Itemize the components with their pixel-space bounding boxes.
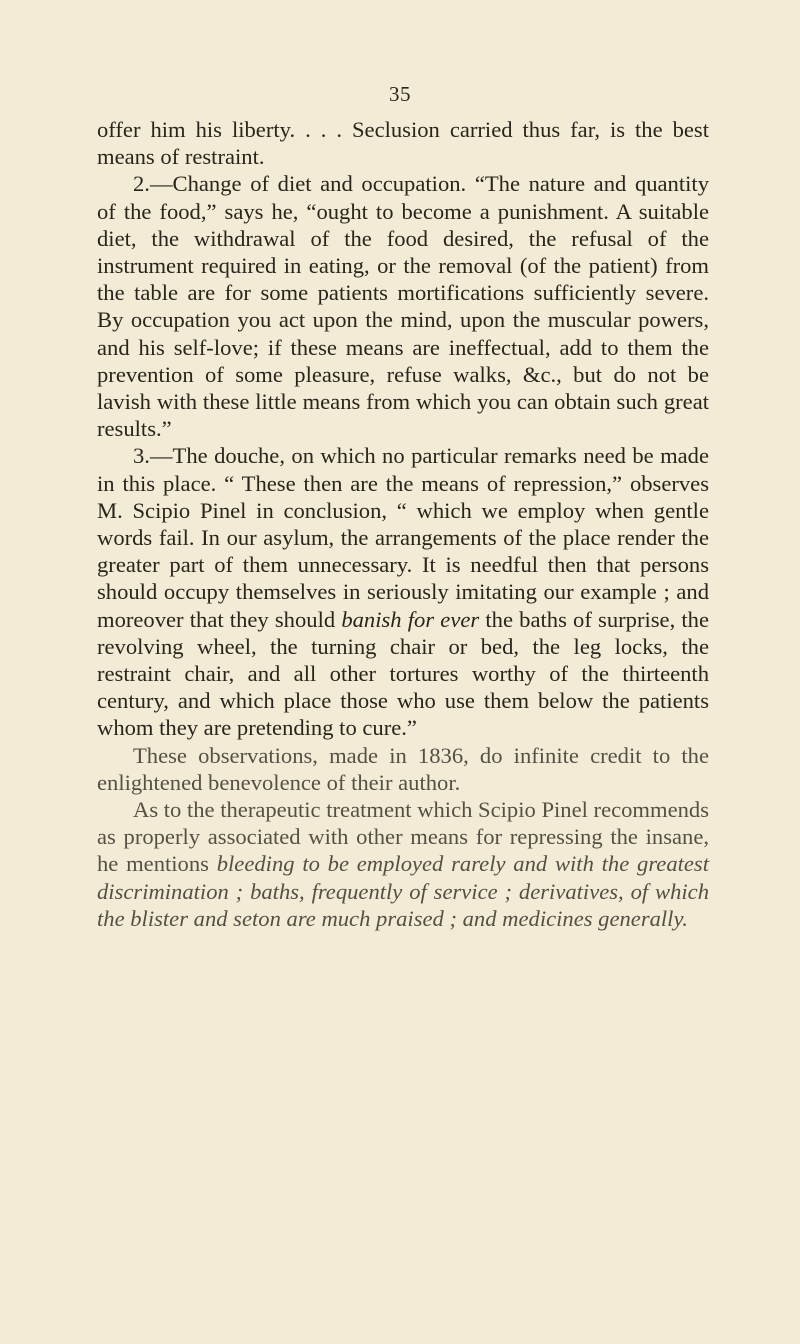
paragraph-therapeutic [97,796,709,932]
paragraph-douche-text-before: 3.—The douche, on which no particular remarks need be made in this place. “ These then are the means of repression,” observes M. Scipio Pinel in conclusion, “ which we employ when gentle words fail. In our asylum, the arrangements of the place render the greater part of them unnecessary. It is needful then that persons should occupy themselves in seriously imitating our example ; and moreover that they should [97,443,709,632]
paragraph-therapeutic-text-before: As to the therapeutic treatment which Scipio Pinel recommends as properly associated with other means for repressing the insane, he mentions [97,797,709,877]
paragraph-continuation: offer him his liberty. . . . Seclusion carried thus far, is the best means of restraint. [97,117,709,170]
paragraph-douche-text-after: the baths of surprise, the revolving wheel, the turning chair or bed, the leg locks, the restraint chair, and all other tortures worthy of the thirteenth century, and which place those who use them below the patients whom they are pretending to cure.” [97,606,709,741]
page-number: 35 [389,82,411,106]
body-text [97,116,709,932]
paragraph-observations: These observations, made in 1836, do infinite credit to the enlightened benevolence of their author. [97,742,709,795]
paragraph-douche-italic: banish for ever [341,606,480,632]
paragraph-change-of-diet: 2.—Change of diet and occupation. “The nature and quantity of the food,” says he, “ought to become a punishment. A suitable diet, the withdrawal of the food desired, the refusal of the instrument required in eating, or the removal (of the patient) from the table are for some patients mortifications sufficiently severe. By occupation you act upon the mind, upon the muscular powers, and his self-love; if these means are ineffectual, add to them the prevention of some pleasure, refuse walks, &c., but do not be lavish with these little means from which you can obtain such great results.” [97,171,709,442]
paragraph-douche [97,442,709,741]
paragraph-therapeutic-italic: bleeding to be employed rarely and with the greatest discrimination ; baths, frequently of service ; derivatives, of which the blister and seton are much praised ; and medicines generally. [97,851,709,931]
